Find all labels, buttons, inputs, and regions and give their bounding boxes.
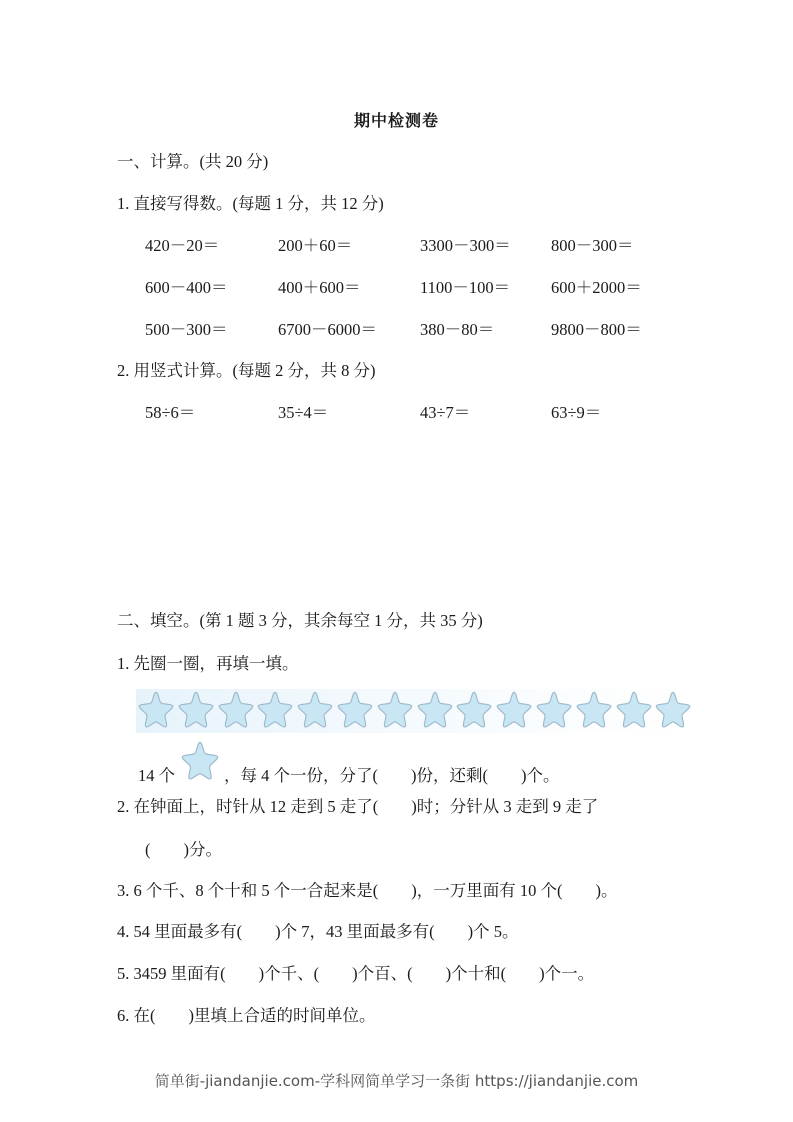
star-icon <box>416 690 454 728</box>
question-2-1-text-before: 14 个 <box>138 766 176 785</box>
star-icon <box>455 690 493 728</box>
math-item: 600－400＝ <box>145 278 228 297</box>
star-icon <box>137 690 175 728</box>
star-icon <box>615 690 653 728</box>
math-item: 1100－100＝ <box>420 278 511 297</box>
question-1-1-label: 1. 直接写得数。(每题 1 分，共 12 分) <box>117 194 384 213</box>
division-item: 35÷4＝ <box>278 403 329 422</box>
math-item: 400＋600＝ <box>278 278 361 297</box>
section-1-heading: 一、计算。(共 20 分) <box>117 152 269 171</box>
math-item: 9800－800＝ <box>551 320 642 339</box>
star-icon <box>535 690 573 728</box>
math-item: 500－300＝ <box>145 320 228 339</box>
math-item: 800－300＝ <box>551 236 634 255</box>
star-icon <box>256 690 294 728</box>
question-2-5: 5. 3459 里面有( )个千、( )个百、( )个十和( )个一。 <box>117 964 595 983</box>
page-title: 期中检测卷 <box>353 111 439 130</box>
question-2-4: 4. 54 里面最多有( )个 7，43 里面最多有( )个 5。 <box>117 922 519 941</box>
math-item: 6700－6000＝ <box>278 320 377 339</box>
division-item: 63÷9＝ <box>551 403 602 422</box>
star-icon <box>654 690 692 728</box>
star-icon <box>495 690 533 728</box>
math-item: 3300－300＝ <box>420 236 511 255</box>
math-item: 380－80＝ <box>420 320 495 339</box>
question-1-2-label: 2. 用竖式计算。(每题 2 分，共 8 分) <box>117 361 376 380</box>
star-icon <box>336 690 374 728</box>
star-icon <box>575 690 613 728</box>
star-icon <box>177 690 215 728</box>
star-icon <box>217 690 255 728</box>
math-item: 600＋2000＝ <box>551 278 642 297</box>
question-2-2-line-1: 2. 在钟面上，时针从 12 走到 5 走了( )时；分针从 3 走到 9 走了 <box>117 797 599 816</box>
question-2-1-label: 1. 先圈一圈，再填一填。 <box>117 654 299 673</box>
question-2-1-text-after: ，每 4 个一份，分了( )份，还剩( )个。 <box>224 766 560 785</box>
question-2-6: 6. 在( )里填上合适的时间单位。 <box>117 1006 376 1025</box>
star-icon <box>376 690 414 728</box>
question-2-2-line-2: ( )分。 <box>145 840 222 859</box>
star-icon <box>296 690 334 728</box>
math-item: 200＋60＝ <box>278 236 353 255</box>
star-icon <box>180 740 220 780</box>
division-item: 43÷7＝ <box>420 403 471 422</box>
math-item: 420－20＝ <box>145 236 220 255</box>
section-2-heading: 二、填空。(第 1 题 3 分，其余每空 1 分，共 35 分) <box>117 611 483 630</box>
question-2-3: 3. 6 个千、8 个十和 5 个一合起来是( )，一万里面有 10 个( )。 <box>117 881 618 900</box>
division-item: 58÷6＝ <box>145 403 196 422</box>
footer-watermark: 简单街-jiandanjie.com-学科网简单学习一条街 https://jiandanjie.com <box>154 1072 639 1090</box>
